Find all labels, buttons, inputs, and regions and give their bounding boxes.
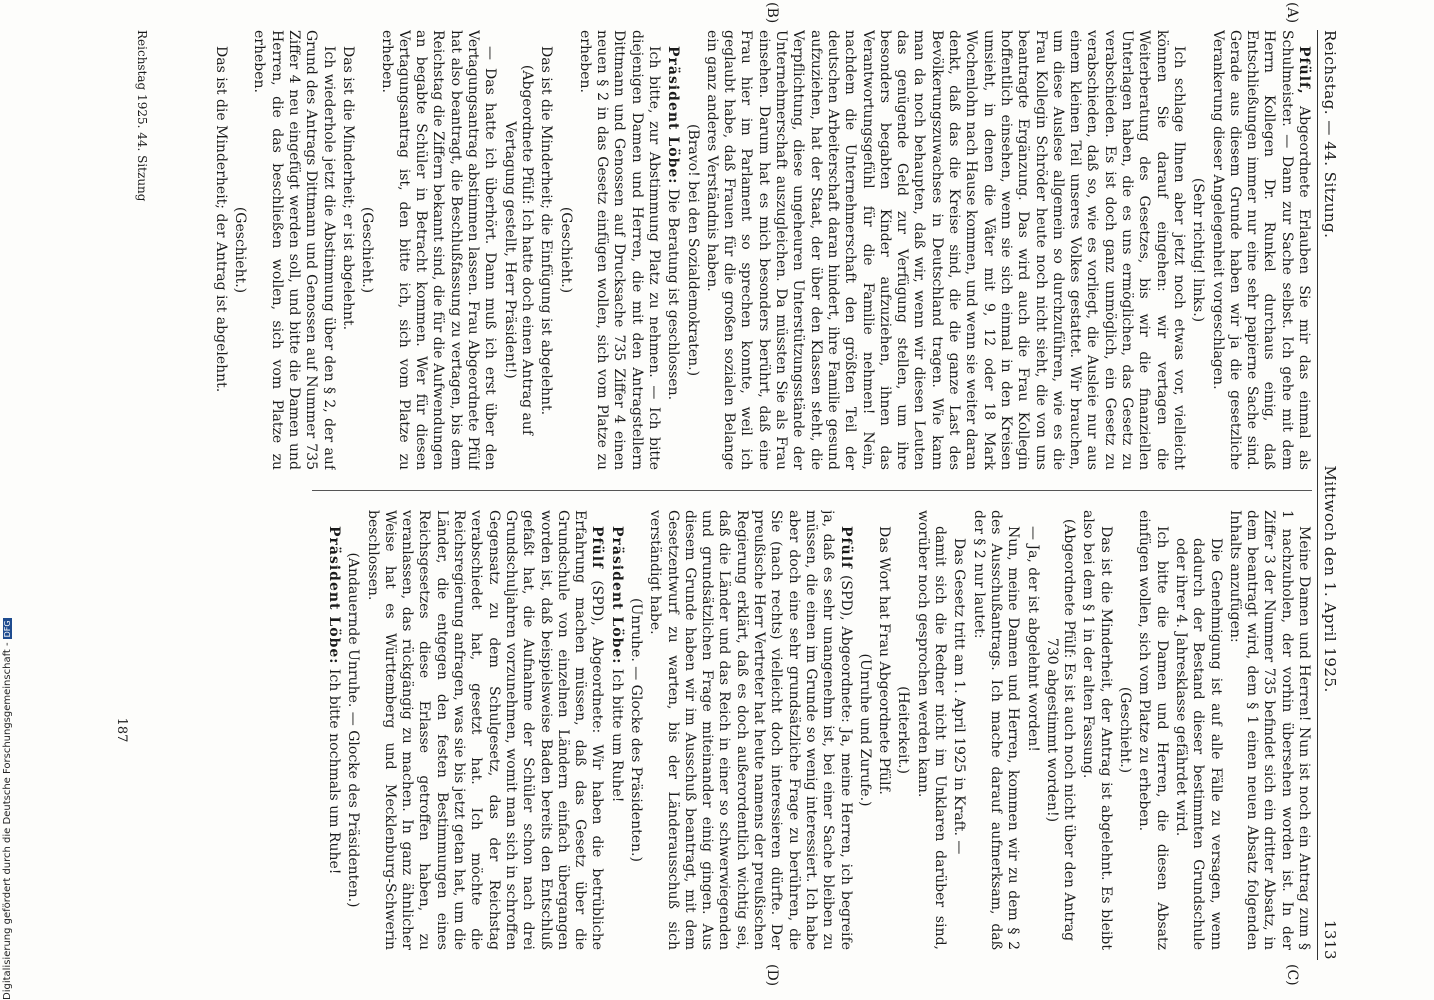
dfg-logo: DFG bbox=[3, 620, 12, 638]
speech-text: Ich bitte nochmals um Ruhe! bbox=[325, 664, 342, 875]
digitization-text: Digitalisierung gefördert durch die Deutsche Forschungsgemeinschaft - bbox=[2, 642, 13, 1000]
footer-page-number: 187 bbox=[114, 717, 129, 743]
header-session: Reichstag. — 44. Sitzung. bbox=[1320, 30, 1339, 239]
interjection: (Geschieht.) bbox=[557, 206, 574, 294]
margin-marker-a: (A) bbox=[1284, 2, 1300, 24]
interjection: (Unruhe und Zurufe.) bbox=[856, 653, 873, 807]
paragraph: Das ist die Minderheit; der Antrag ist abgelehnt. bbox=[212, 46, 229, 393]
interjection: (Geschieht.) bbox=[359, 206, 376, 294]
left-column bbox=[212, 30, 1312, 470]
paragraph: Nun, meine Damen und Herren, kommen wir zu dem § 2 des Ausschußantrags. Ich mache darauf aufmerksam, daß der § 2 nur lautet: bbox=[970, 510, 1022, 950]
speaker-role: (SPD), Abgeordnete: bbox=[837, 569, 854, 723]
quoted-text: Das Gesetz tritt am 1. April 1925 in Kraft. — bbox=[951, 538, 968, 855]
speech-paragraph bbox=[664, 30, 681, 470]
right-column bbox=[212, 510, 1312, 950]
speaker-name: Präsident Löbe: bbox=[608, 526, 625, 665]
paragraph: Ich wiederhole jetzt die Abstimmung über den § 2, der auf Grund des Antrags Dittmann und Genossen auf Nummer 735 Ziffer 4 neu eingefügt werden soll, und bitte die Damen und Herren, die das beschließen wollen, sich vom Platze zu erheben. bbox=[251, 30, 337, 470]
speech-paragraph bbox=[363, 510, 605, 950]
speech-paragraph bbox=[1208, 30, 1312, 470]
interjection: (Heiterkeit.) bbox=[895, 686, 912, 774]
interjection: (Sehr richtig! links.) bbox=[1190, 177, 1207, 323]
speech-paragraph bbox=[325, 510, 342, 950]
page-header bbox=[1317, 30, 1340, 960]
paragraph: Ich schlage Ihnen aber jetzt noch etwas vor, vielleicht können Sie darauf eingehen: wir vertagen die Weiterberatung des Gesetzes, bis wir die finanziellen Unterlagen haben, die es uns ermöglichen, das Gesetz zu verabschieden. Es ist doch ganz unmöglich, ein Gesetz zu verabschieden, daß so, wie es vorliegt, die Ausleie nur aus einem kleinen Teil unseres Volkes gestattet. Wir brauchen, um diese Auslese allgemein so durchzuführen, wie es die Frau Kollegin Schröder heute noch nicht sieht, die von uns beantragte Ergänzung. Das wird auch die Frau Kollegin hoffentlich einsehen, wenn sie sich einmal in den Kreisen umsieht, in denen die Väter mit 9, 12 oder 18 Mark Wochenlohn nach Hause kommen, und wenn sie weiter daran denkt, daß das die Kreise sind, die die ganze Last des Bevölkerungszuwachses in Deutschland tragen. Wie kann man da noch behaupten, daß wir, wenn wir diesen Leuten das genügende Geld zur Verfügung stellen, um ihre besonders begabten Kinder aufzuziehen, ihnen das Verantwortungsgefühl für die Familie nehmen! Nein, nachdem die Unternehmerschaft den größten Teil der deutschen Arbeiterschaft daran hindert, ihre Familie gesund aufzuziehen, hat der Staat, der über den Klassen steht, die Verpflichtung, diese ungeheuren Unterstützungsstände der Unternehmerschaft auszugleichen. Da müssten Sie als Frau einsehen. Darum hat es mich besonders berührt, daß eine Frau hier im Parlament so sprechen konnte, weil ich geglaubt habe, daß Frauen für die großen sozialen Belange ein ganz anderes Verständnis haben. bbox=[703, 30, 1187, 470]
quoted-text: Die Genehmigung ist auf alle Fälle zu versagen, wenn dadurch der Bestand dieser bestimmten Grundschule oder ihrer 4. Jahresklasse gefährdet wird. bbox=[1172, 538, 1224, 950]
paragraph: Ich bitte, zur Abstimmung Platz zu nehmen. — Ich bitte diejenigen Damen und Herren, die mit den Antragstellern Dittmann und Genossen auf Drucksache 735 Ziffer 4 einen neuen § 2 in das Gesetz einfügen wollen, sich vom Platze zu erheben. bbox=[576, 30, 663, 470]
paragraph: damit sich die Redner nicht im Unklaren darüber sind, worüber noch gesprochen werden kann. bbox=[914, 510, 949, 950]
speaker-name: Pfülf bbox=[589, 526, 606, 570]
paragraph: Das ist die Minderheit; er ist abgelehnt. bbox=[339, 46, 356, 331]
speech-text: Ja, meine Herren, ich begreife ja, daß es sehr unangenehm ist, bei einer Sache bleiben zu müssen, die einen im Grunde so wenig interessiert. Ich habe aber doch eine sehr grundsätzliche Frage zu berühren, die Sie (nach rechts) vielleicht doch interessieren dürfte. Der preußische Herr Vertreter hat heute namens der preußischen Regierung erklärt, daß es doch außerordentlich wichtig sei, daß die Länder und das Reich in einer so schwerwiegenden und grundsätzlichen Frage miteinander einig gingen. Aus diesem Grunde haben wir im Ausschuß beantragt, mit dem Gesetzentwurf zu warten, bis der Länderausschuß sich verständigt habe. bbox=[647, 510, 854, 950]
interjection: (Unruhe. — Glocke des Präsidenten.) bbox=[628, 598, 645, 862]
speaker-name: Präsident Löbe: bbox=[325, 526, 342, 665]
interjection: (Abgeordnete Pfülf: Es ist auch noch nicht über den Antrag 730 abgestimmt worden!) bbox=[1043, 518, 1078, 942]
interjection: (Andauernde Unruhe. — Glocke des Präsidenten.) bbox=[345, 552, 362, 908]
speaker-role: (SPD), Abgeordnete: bbox=[589, 569, 606, 734]
paragraph: Das Wort hat Frau Abgeordnete Pfülf. bbox=[876, 526, 893, 795]
document-page bbox=[85, 2, 1340, 987]
speech-text: Ich bitte um Ruhe! bbox=[608, 664, 625, 803]
margin-marker-b: (B) bbox=[764, 2, 780, 24]
paragraph: — Das hatte ich überhört. Dann muß ich erst über den Vertagungsantrag abstimmen lassen. Frau Abgeordnete Pfülf hat also beantragt, die Beschlußfassung zu vertagen, bis dem Reichstag die Ziffern bekannt sind, die für die Aufwendungen an begabte Schüler in Betracht kommen. Wer für diesen Vertagungsantrag ist, den bitte ich, sich vom Platze zu erheben. bbox=[378, 30, 499, 470]
speech-paragraph bbox=[607, 510, 624, 950]
paragraph: Das ist die Minderheit, der Antrag ist abgelehnt. Es bleibt also bei dem § 1 in der alten Fassung. bbox=[1080, 510, 1114, 950]
speaker-name: Pfülf, bbox=[1296, 46, 1312, 95]
speaker-name: Präsident Löbe: bbox=[665, 46, 682, 185]
speech-text: Die Beratung ist geschlossen. bbox=[665, 184, 682, 401]
header-page-number: 1313 bbox=[1320, 919, 1339, 960]
column-divider bbox=[312, 490, 1312, 491]
interjection: (Geschieht.) bbox=[1117, 686, 1134, 774]
interjection: (Bravo! bei den Sozialdemokraten.) bbox=[684, 123, 701, 377]
digitization-note bbox=[2, 600, 16, 1000]
speaker-role: Abgeordnete bbox=[1296, 94, 1312, 198]
speech-text: Erlauben Sie mir das einmal als Schulmeister. — Dann zur Sache selbst. Ich gehe mit dem Herrn Kollegen Dr. Runkel durchaus einig, daß Entschließungen immer nur eine sehr papierne Sache sind. Gerade aus diesem Grunde haben wir ja die gesetzliche Verankerung dieser Angelegenheit vorgeschlagen. bbox=[1209, 30, 1312, 470]
paragraph: Das ist die Minderheit; die Einfügung ist abgelehnt. bbox=[538, 46, 555, 416]
margin-marker-d: (D) bbox=[764, 964, 780, 987]
paragraph: Ich bitte die Damen und Herren, die diesen Absatz einfügen wollen, sich vom Platze zu erheben. bbox=[1136, 510, 1170, 950]
margin-marker-c: (C) bbox=[1284, 964, 1300, 986]
speaker-name: Pfülf bbox=[837, 526, 854, 570]
interjection: (Abgeordnete Pfülf: Ich hatte doch einen Antrag auf Vertagung gestellt, Herr Präsident!) bbox=[501, 64, 535, 436]
paragraph: Meine Damen und Herren! Nun ist noch ein Antrag zum § 1 nachzuholen, der vorhin übersehen worden ist. In der Ziffer 3 der Nummer 735 befindet sich ein dritter Absatz, in dem beantragt wird, dem § 1 einen neuen Absatz folgenden Inhalts anzufügen: bbox=[1226, 510, 1312, 950]
interjection: (Geschieht.) bbox=[232, 206, 249, 294]
paragraph: — Ja, der ist abgelehnt worden! bbox=[1024, 526, 1041, 752]
header-date: Mittwoch den 1. April 1925. bbox=[1320, 465, 1339, 693]
speech-paragraph bbox=[646, 510, 854, 950]
footer-imprint: Reichstag 1925. 44. Sitzung bbox=[135, 30, 149, 202]
speech-text: Wir haben die betrübliche Erfahrung machen müssen, daß das Gesetz über die Grundschule von einzelnen Ländern einfach übergangen worden ist, daß beispielsweise Baden bereits den Entschluß gefaßt hat, die Aufnahme der Schüler schon nach drei Grundschuljahren vorzunehmen, womit man sich in schroffen Gegensatz zu dem Schulgesetz, das der Reichstag verabschiedet hat, gesetzt hat. Ich möchte die Reichsregierung anfragen, was sie bis jetzt getan hat, um die Länder, die entgegen den festen Bestimmungen eines Reichsgesetzes diese Erlasse getroffen haben, zu veranlassen, das rückgängig zu machen. In ganz ähnlicher Weise hat es Württemberg und Mecklenburg-Schwerin beschlossen. bbox=[364, 510, 606, 950]
